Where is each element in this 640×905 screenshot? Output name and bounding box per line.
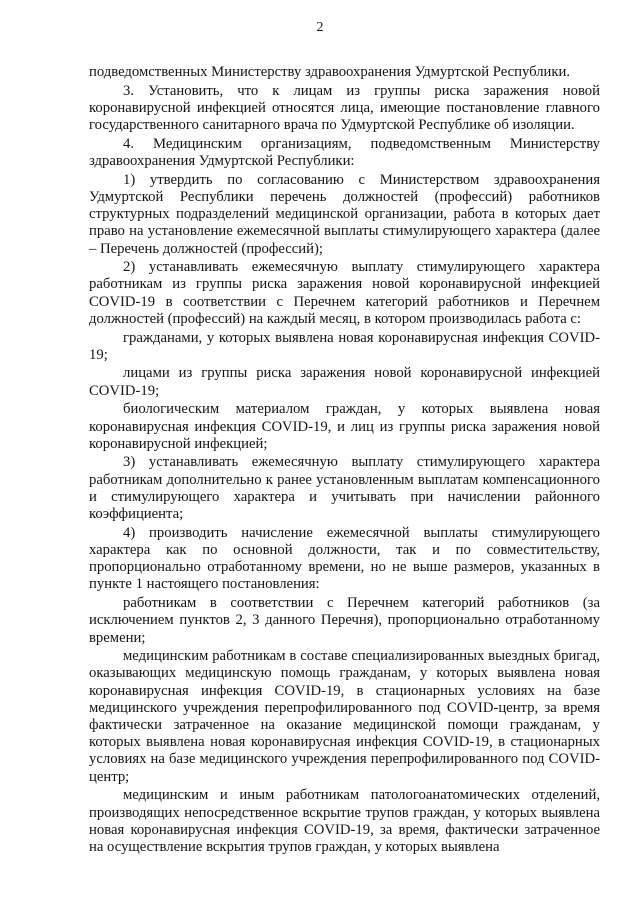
list-item-medical-brigades: медицинским работникам в составе специализированных выездных бригад, оказывающих медицинскую помощь гражданам, у которых выявлена новая коронавирусная инфекция COVID-19, в стационарных условиях на базе медицинского учреждения перепрофилированного под COVID-центр, за время фактически затраченное на оказание медицинской помощи гражданам, у которых выявлена новая коронавирусная инфекция COVID-19, в стационарных условиях на базе медицинского учреждения перепрофилированного под COVID-центр; xyxy=(89,648,600,785)
document-body xyxy=(89,64,600,858)
clause-3: 3. Установить, что к лицам из группы риска заражения новой коронавирусной инфекцией относятся лица, имеющие постановление главного государственного санитарного врача по Удмуртской Республике об изоляции. xyxy=(89,82,600,134)
subclause-4-1: 1) утвердить по согласованию с Министерством здравоохранения Удмуртской Республики перечень должностей (профессий) работников структурных подразделений медицинской организации, работа в которых дает право на установление ежемесячной выплаты стимулирующего характера (далее – Перечень должностей (профессий); xyxy=(89,171,600,257)
list-item-pathology: медицинским и иным работникам патологоанатомических отделений, производящих непосредственное вскрытие трупов граждан, у которых выявлена новая коронавирусная инфекция COVID-19, за время, фактически затраченное на осуществление вскрытия трупов граждан, у которых выявлена xyxy=(89,787,600,855)
subclause-4-2: 2) устанавливать ежемесячную выплату стимулирующего характера работникам из группы риска заражения новой коронавирусной инфекцией COVID-19 в соответствии с Перечнем категорий работников и Перечнем должностей (профессий) на каждый месяц, в котором производилась работа с: xyxy=(89,259,600,327)
subclause-4-3: 3) устанавливать ежемесячную выплату стимулирующего характера работникам дополнительно к ранее установленным выплатам компенсационного и стимулирующего характера и учитывать при начислении районного коэффициента; xyxy=(89,454,600,523)
page-number: 2 xyxy=(316,20,324,35)
clause-4-intro: 4. Медицинским организациям, подведомственным Министерству здравоохранения Удмуртской Республики: xyxy=(89,135,600,170)
list-item-biomaterial: биологическим материалом граждан, у которых выявлена новая коронавирусная инфекция COVID-19, и лиц из группы риска заражения новой коронавирусной инфекцией; xyxy=(89,401,600,452)
subclause-4-4: 4) производить начисление ежемесячной выплаты стимулирующего характера как по основной должности, так и по совместительству, пропорционально отработанному времени, но не выше размеров, указанных в пункте 1 настоящего постановления: xyxy=(89,524,600,593)
list-item-citizens: гражданами, у которых выявлена новая коронавирусная инфекция COVID-19; xyxy=(89,329,600,363)
paragraph-continuation: подведомственных Министерству здравоохранения Удмуртской Республики. xyxy=(89,64,571,80)
list-item-risk-group: лицами из группы риска заражения новой коронавирусной инфекцией COVID-19; xyxy=(89,365,600,399)
list-item-workers: работникам в соответствии с Перечнем категорий работников (за исключением пунктов 2, 3 данного Перечня), пропорционально отработанному времени; xyxy=(89,595,600,646)
